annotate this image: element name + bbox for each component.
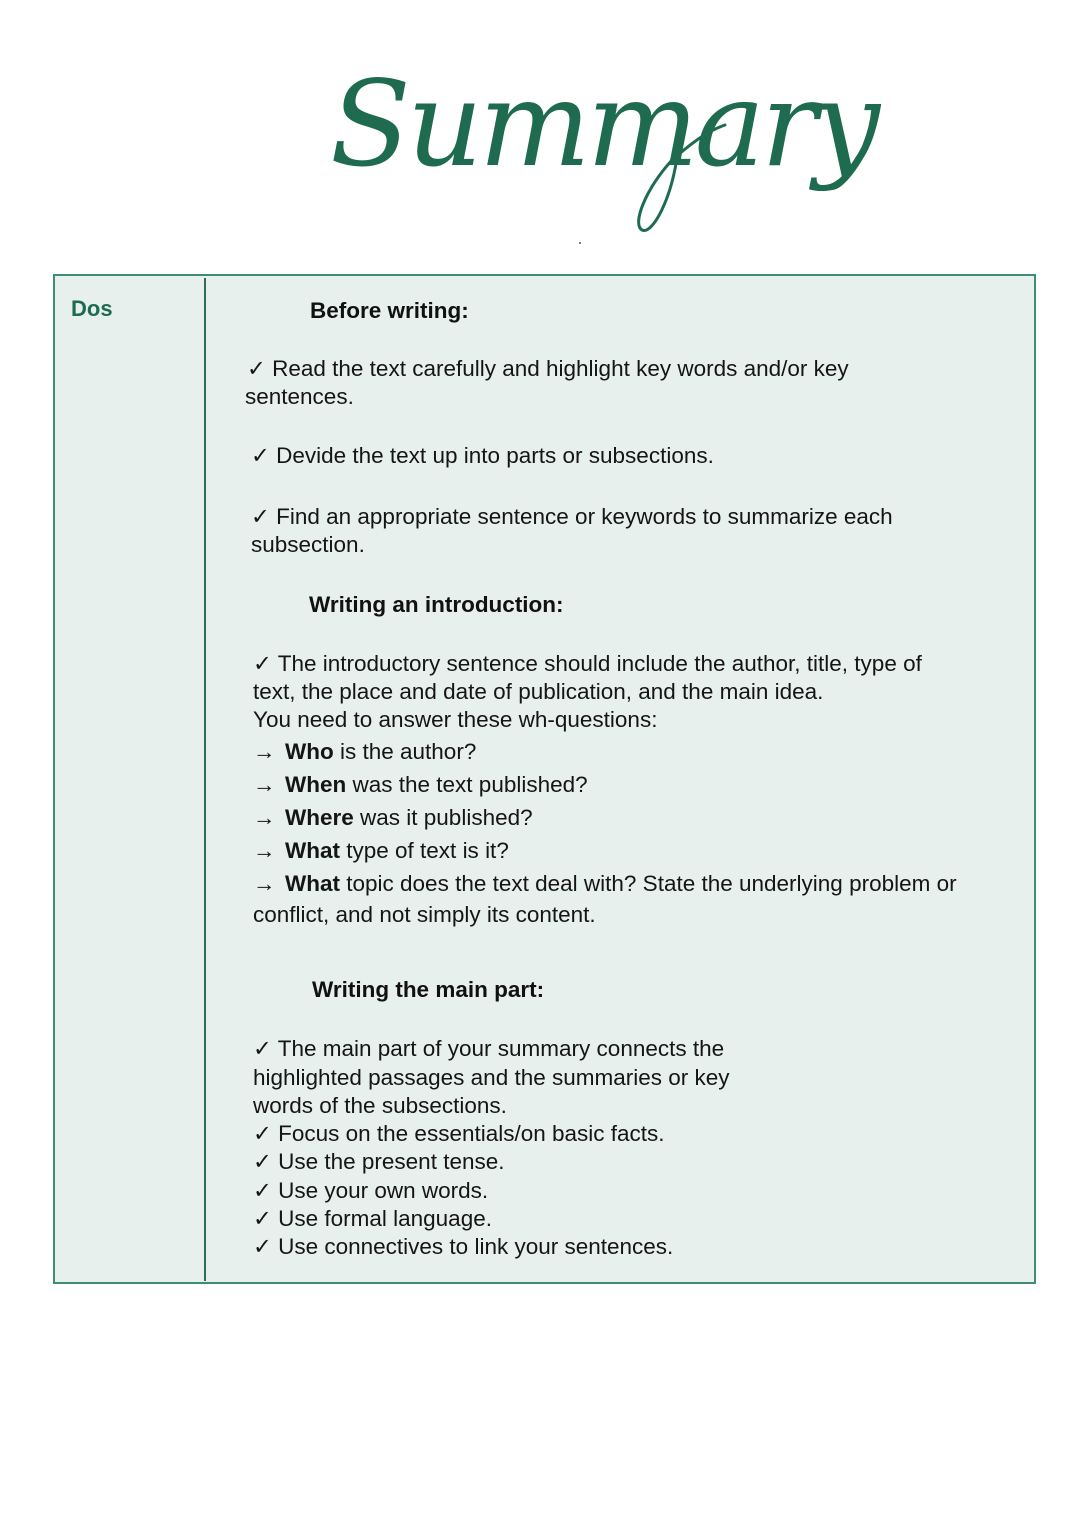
dos-label: Dos: [71, 296, 113, 321]
question-what-type: → What type of text is it?: [253, 838, 509, 863]
intro-line-3: You need to answer these wh-questions:: [253, 707, 658, 732]
arrow-right-icon: →: [253, 871, 276, 896]
before-item-1-line-1: ✓ Read the text carefully and highlight key words and/or key: [247, 356, 849, 381]
main-line-6: ✓ Use your own words.: [253, 1178, 489, 1203]
page-title: [300, 30, 877, 250]
heading-main-part: Writing the main part:: [312, 977, 545, 1002]
main-line-3: words of the subsections.: [253, 1093, 507, 1118]
intro-continuation: conflict, and not simply its content.: [253, 902, 596, 927]
main-line-8: ✓ Use connectives to link your sentences.: [253, 1234, 674, 1259]
heading-introduction: Writing an introduction:: [309, 592, 564, 617]
main-line-4: ✓ Focus on the essentials/on basic facts.: [253, 1121, 665, 1146]
before-item-2: ✓ Devide the text up into parts or subsections.: [251, 443, 714, 468]
main-line-1: ✓ The main part of your summary connects the: [253, 1036, 725, 1061]
column-divider: [204, 278, 206, 1281]
arrow-right-icon: →: [253, 739, 276, 764]
main-line-2: highlighted passages and the summaries or key: [253, 1065, 730, 1090]
question-who: → Who is the author?: [253, 739, 477, 764]
before-item-3-line-1: ✓ Find an appropriate sentence or keywords to summarize each: [251, 504, 893, 529]
intro-line-1: ✓ The introductory sentence should include the author, title, type of: [253, 651, 922, 676]
arrow-right-icon: →: [253, 772, 276, 797]
arrow-right-icon: →: [253, 838, 276, 863]
question-what-topic: → What topic does the text deal with? State the underlying problem or: [253, 871, 957, 896]
summary-box: [53, 274, 1036, 1284]
decorative-dot: [579, 242, 581, 244]
heading-before-writing: Before writing:: [310, 298, 469, 323]
intro-line-2: text, the place and date of publication, and the main idea.: [253, 679, 824, 704]
main-line-7: ✓ Use formal language.: [253, 1206, 492, 1231]
page-title-text: Summary: [330, 55, 877, 193]
before-item-1-line-2: sentences.: [245, 384, 354, 409]
question-when: → When was the text published?: [253, 772, 588, 797]
main-line-5: ✓ Use the present tense.: [253, 1149, 505, 1174]
question-where: → Where was it published?: [253, 805, 533, 830]
before-item-3-line-2: subsection.: [251, 532, 365, 557]
arrow-right-icon: →: [253, 805, 276, 830]
